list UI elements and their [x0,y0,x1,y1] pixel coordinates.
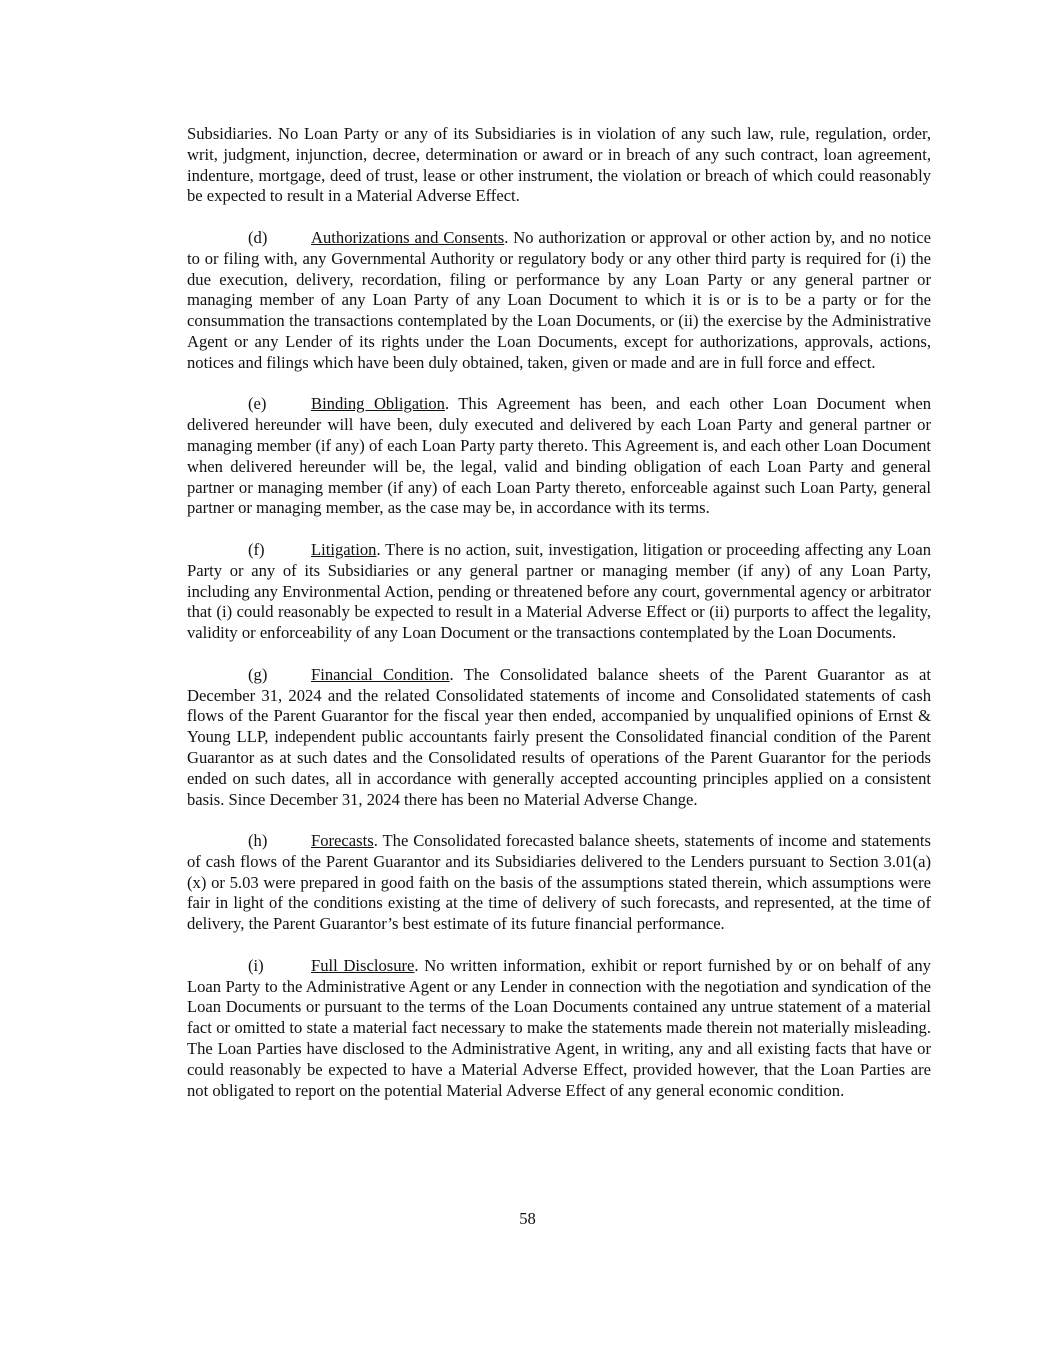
page-number: 58 [519,1209,536,1228]
section-f [187,540,931,644]
section-i [187,956,931,1102]
section-number: (h) [248,831,268,851]
paragraph-text: . The Consolidated balance sheets of the Parent Guarantor as at December 31, 2024 and the related Consolidated statements of income and Consolidated statements of cash flows of the Parent Guarantor for the fiscal year then ended, accompanied by unqualified opinions of Ernst & Young LLP, independent public accountants fairly present the Consolidated financial condition of the Parent Guarantor as at such dates and the Consolidated results of operations of the Parent Guarantor for the periods ended on such dates, all in accordance with generally accepted accounting principles applied on a consistent basis. Since December 31, 2024 there has been no Material Adverse Change. [187,664,931,809]
section-d [187,228,931,374]
section-number: (d) [248,227,268,247]
section-heading: Full Disclosure [311,955,415,975]
paragraph-text: . No authorization or approval or other action by, and no notice to or filing with, any Governmental Authority or regulatory body or any other third party is required for (i) the due execution, delivery, recordation, filing or performance by any Loan Party or any general partner or managing member of any Loan Party of any Loan Document to which it is or is to be a party or for the consummation the transactions contemplated by the Loan Documents, or (ii) the exercise by the Administrative Agent or any Lender of its rights under the Loan Documents, except for authorizations, approvals, actions, notices and filings which have been duly obtained, taken, given or made and are in full force and effect. [187,227,931,372]
section-h [187,831,931,935]
paragraph-text: . The Consolidated forecasted balance sheets, statements of income and statements of cash flows of the Parent Guarantor and its Subsidiaries delivered to the Lenders pursuant to Section 3.01(a)(x) or 5.03 were prepared in good faith on the basis of the assumptions stated therein, which assumptions were fair in light of the conditions existing at the time of delivery of such forecasts, and represented, at the time of delivery, the Parent Guarantor’s best estimate of its future financial performance. [187,831,931,934]
paragraph-continuation [187,124,931,207]
section-heading: Litigation [311,539,377,559]
section-heading: Authorizations and Consents [311,227,505,247]
document-body [187,124,931,1101]
section-number: (e) [248,394,267,414]
paragraph-text: Subsidiaries. No Loan Party or any of its Subsidiaries is in violation of any such law, rule, regulation, order, writ, judgment, injunction, decree, determination or award or in breach of any such contract, loan agreement, indenture, mortgage, deed of trust, lease or other instrument, the violation or breach of which could reasonably be expected to result in a Material Adverse Effect. [187,124,931,206]
section-heading: Forecasts [311,831,374,851]
section-g [187,665,931,811]
paragraph-text: . No written information, exhibit or report furnished by or on behalf of any Loan Party to the Administrative Agent or any Lender in connection with the negotiation and syndication of the Loan Documents or pursuant to the terms of the Loan Documents contained any untrue statement of a material fact or omitted to state a material fact necessary to make the statements made therein not materially misleading. The Loan Parties have disclosed to the Administrative Agent, in writing, any and all existing facts that have or could reasonably be expected to have a Material Adverse Effect, provided however, that the Loan Parties are not obligated to report on the potential Material Adverse Effect of any general economic condition. [187,955,931,1100]
section-number: (f) [248,539,265,559]
section-heading: Binding Obligation [311,394,445,414]
section-number: (i) [248,955,264,975]
section-number: (g) [248,664,268,684]
section-heading: Financial Condition [311,664,450,684]
section-e [187,394,931,519]
paragraph-text: . There is no action, suit, investigation, litigation or proceeding affecting any Loan Party or any of its Subsidiaries or any general partner or managing member (if any) of any Loan Party, including any Environmental Action, pending or threatened before any court, governmental agency or arbitrator that (i) could reasonably be expected to result in a Material Adverse Effect or (ii) purports to affect the legality, validity or enforceability of any Loan Document or the transactions contemplated by the Loan Documents. [187,539,931,643]
paragraph-text: . This Agreement has been, and each other Loan Document when delivered hereunder will have been, duly executed and delivered by each Loan Party and general partner or managing member (if any) of each Loan Party party thereto. This Agreement is, and each other Loan Document when delivered hereunder will be, the legal, valid and binding obligation of each Loan Party and general partner or managing member (if any) of each Loan Party thereto, enforceable against such Loan Party, general partner or managing member, as the case may be, in accordance with its terms. [187,394,931,518]
